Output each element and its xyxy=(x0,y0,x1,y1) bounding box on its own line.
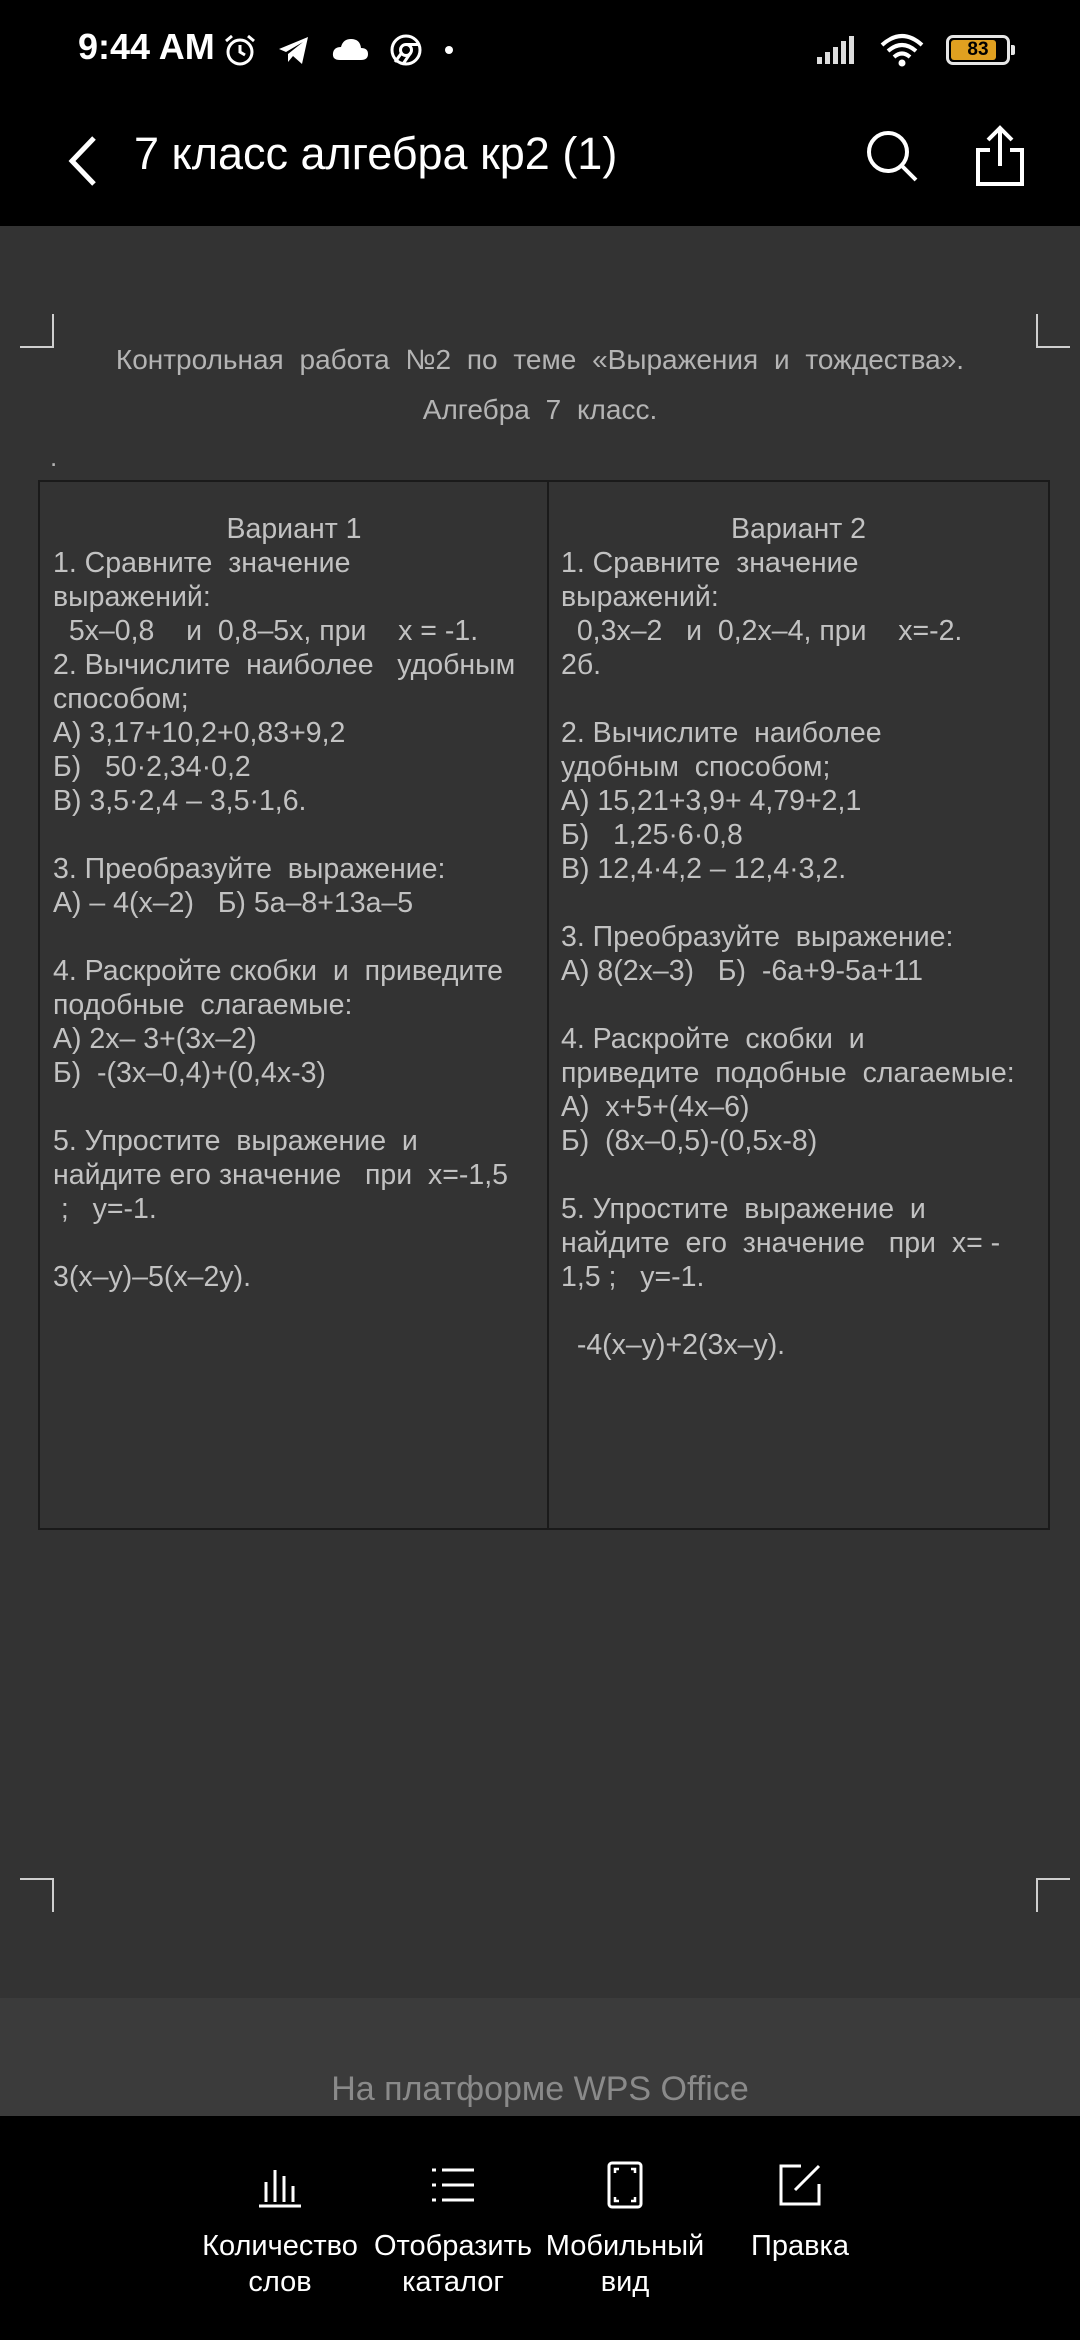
variant1-line: 4. Раскройте скобки и приведите xyxy=(53,955,504,987)
status-time: 9:44 AM xyxy=(78,26,215,67)
mobile-view-icon xyxy=(600,2160,650,2210)
variant1-line: подобные слагаемые: xyxy=(53,989,353,1021)
variant2-line xyxy=(561,886,1036,920)
back-arrow-icon[interactable] xyxy=(58,126,106,196)
variant2-line xyxy=(561,682,1036,716)
signal-icon xyxy=(816,35,858,65)
crop-mark xyxy=(20,314,54,348)
variant1-line: А) – 4(х–2) Б) 5а–8+13а–5 xyxy=(53,887,414,919)
doc-heading-line2: Алгебра 7 класс. xyxy=(422,394,658,425)
variant2-line xyxy=(561,988,1036,1022)
edit-label: Правка xyxy=(751,2230,849,2262)
variant2-line: 4. Раскройте скобки и xyxy=(561,1023,865,1055)
variant1-line xyxy=(53,920,535,954)
variant2-line: удобным способом; xyxy=(561,751,831,783)
variant1-line: А) 2х– 3+(3х–2) xyxy=(53,1023,257,1055)
notification-icons xyxy=(222,28,456,72)
edit-button[interactable] xyxy=(710,2160,890,2264)
app-header xyxy=(0,96,1080,226)
variant2-line: Б) 1,25·6·0,8 xyxy=(561,819,743,851)
document-title: 7 класс алгебра кр2 (1) xyxy=(134,128,618,179)
variant2-line: 5. Упростите выражение и xyxy=(561,1193,926,1225)
variant2-line: В) 12,4·4,2 – 12,4·3,2. xyxy=(561,853,847,885)
crop-mark xyxy=(1036,1878,1070,1912)
wifi-icon xyxy=(880,33,924,67)
alarm-icon xyxy=(222,32,258,68)
cloud-icon xyxy=(330,32,370,68)
variant2-line: Б) (8х–0,5)-(0,5х-8) xyxy=(561,1125,818,1157)
variant1-line: А) 3,17+10,2+0,83+9,2 xyxy=(53,717,346,749)
variant1-line: 2. Вычислите наиболее удобным xyxy=(53,649,516,681)
share-icon[interactable] xyxy=(972,122,1028,192)
variant1-line: 3(х–у)–5(х–2у). xyxy=(53,1261,251,1293)
mobile-view-label-2: вид xyxy=(600,2266,650,2298)
word-count-button[interactable] xyxy=(190,2160,370,2300)
variant2-line: приведите подобные слагаемые: xyxy=(561,1057,1015,1089)
doc-heading-line1: Контрольная работа №2 по теме «Выражения и тождества». xyxy=(115,344,965,375)
variant1-line: выражений: xyxy=(53,581,211,613)
variant1-line: способом; xyxy=(53,683,189,715)
variant2-line: найдите его значение при х= - xyxy=(561,1227,1001,1259)
variant2-line: А) 8(2х–3) Б) -6а+9-5а+11 xyxy=(561,955,923,987)
variant2-line: 2. Вычислите наиболее xyxy=(561,717,882,749)
variant2-cell xyxy=(549,482,1048,1528)
bar-chart-icon xyxy=(255,2160,305,2210)
variant1-line: ; у=-1. xyxy=(53,1193,157,1225)
edit-icon xyxy=(775,2160,825,2210)
mobile-view-button[interactable] xyxy=(535,2160,715,2300)
list-icon xyxy=(428,2160,478,2210)
variant2-title: Вариант 2 xyxy=(730,513,867,545)
word-count-label-2: слов xyxy=(248,2266,312,2298)
status-bar xyxy=(0,0,1080,96)
crop-mark xyxy=(1036,314,1070,348)
variant2-line: А) 15,21+3,9+ 4,79+2,1 xyxy=(561,785,862,817)
telegram-icon xyxy=(276,32,312,68)
variant1-line: 3. Преобразуйте выражение: xyxy=(53,853,446,885)
battery-level: 83 xyxy=(967,39,989,60)
variant2-line: 1. Сравните значение xyxy=(561,547,859,579)
variant1-line xyxy=(53,1226,535,1260)
show-catalog-label-2: каталог xyxy=(402,2266,504,2298)
variant1-line: 1. Сравните значение xyxy=(53,547,351,579)
crop-mark xyxy=(20,1878,54,1912)
variant1-line: Б) -(3х–0,4)+(0,4х-3) xyxy=(53,1057,326,1089)
variant1-line: Б) 50·2,34·0,2 xyxy=(53,751,251,783)
variant2-content xyxy=(561,546,1036,1362)
bottom-toolbar xyxy=(0,2116,1080,2340)
variant1-title: Вариант 1 xyxy=(226,513,362,545)
variant2-line: выражений: xyxy=(561,581,719,613)
stray-dot: . xyxy=(50,442,58,472)
variant1-line: 5. Упростите выражение и xyxy=(53,1125,418,1157)
variant1-cell xyxy=(40,482,549,1528)
chrome-icon xyxy=(388,32,424,68)
variant1-line xyxy=(53,1090,535,1124)
variant2-line xyxy=(561,1294,1036,1328)
wps-banner xyxy=(0,1998,1080,2116)
variant1-line: 5х–0,8 и 0,8–5х, при х = -1. xyxy=(53,615,479,647)
variant2-line xyxy=(561,1158,1036,1192)
show-catalog-button[interactable] xyxy=(363,2160,543,2300)
battery-icon xyxy=(946,35,1010,65)
search-icon[interactable] xyxy=(862,124,920,190)
variant2-line: 2б. xyxy=(561,649,602,681)
variant1-content xyxy=(53,546,535,1294)
variant1-line: В) 3,5·2,4 – 3,5·1,6. xyxy=(53,785,307,817)
variants-table xyxy=(38,480,1050,1530)
variant2-line: 0,3х–2 и 0,2х–4, при х=-2. xyxy=(561,615,963,647)
document-view[interactable] xyxy=(0,226,1080,1998)
mobile-view-label-1: Мобильный xyxy=(545,2230,705,2262)
more-notifications-icon xyxy=(442,32,456,68)
variant2-line: А) х+5+(4х–6) xyxy=(561,1091,750,1123)
show-catalog-label-1: Отобразить xyxy=(373,2230,533,2262)
variant2-line: 1,5 ; у=-1. xyxy=(561,1261,705,1293)
wps-platform-text: На платформе WPS Office xyxy=(331,2070,749,2108)
word-count-label-1: Количество xyxy=(202,2230,358,2262)
variant2-line: 3. Преобразуйте выражение: xyxy=(561,921,954,953)
variant2-line: -4(х–у)+2(3х–у). xyxy=(561,1329,786,1361)
variant1-line xyxy=(53,818,535,852)
variant1-line: найдите его значение при х=-1,5 xyxy=(53,1159,508,1191)
